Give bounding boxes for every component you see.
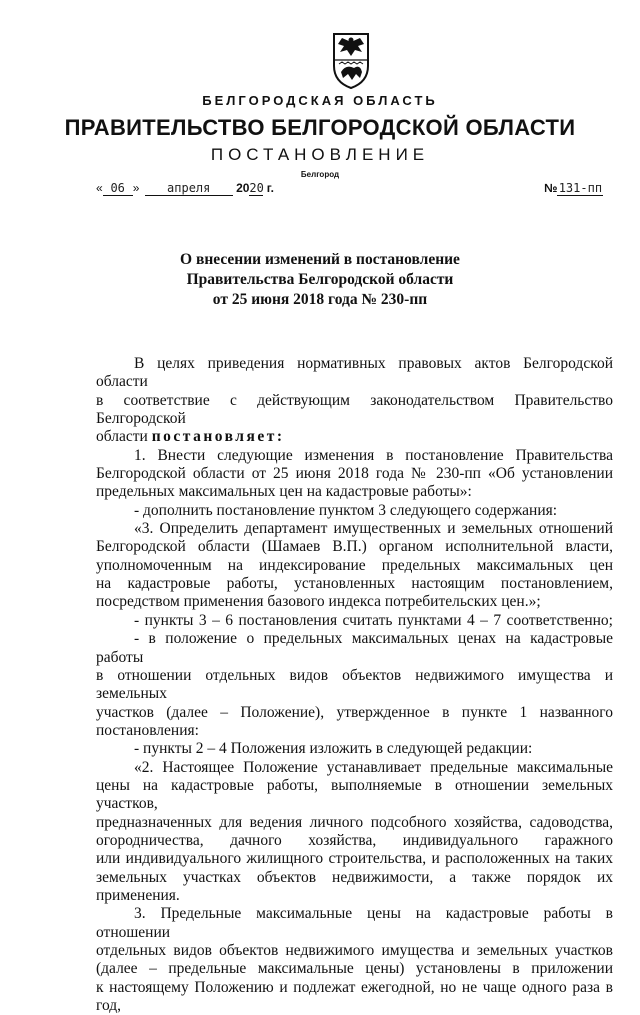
coat-of-arms-icon: [330, 28, 372, 90]
body-line: уполномоченным на индексирование предельных максимальных цен: [96, 556, 613, 574]
document-number: [544, 181, 603, 196]
body-line: участков (далее – Положение), утвержденное в пункте 1 названного: [96, 703, 613, 721]
region-title: БЕЛГОРОДСКАЯ ОБЛАСТЬ: [202, 93, 438, 108]
body-line: 3. Предельные максимальные цены на кадастровые работы в отношении: [96, 905, 613, 941]
body-line: огородничества, дачного хозяйства, индивидуального гаражного: [96, 831, 613, 849]
body-line: - в положение о предельных максимальных ценах на кадастровые работы: [96, 630, 613, 666]
date-close-quote: »: [132, 181, 140, 195]
body-line: цены на кадастровые работы, выполняемые в отношении земельных участков,: [96, 776, 613, 813]
body-line: Белгородской области (Шамаев В.П.) органом исполнительной власти,: [96, 538, 613, 556]
body-line: земельных участках объектов недвижимости, а также порядок их применения.: [96, 868, 613, 904]
resolve-word: постановляет:: [151, 428, 285, 446]
date-open-quote: «: [96, 181, 103, 195]
body-line: отдельных видов объектов недвижимого имущества и земельных участков: [96, 942, 613, 959]
number-sign: №: [544, 181, 558, 195]
title-line: Правительства Белгородской области: [186, 271, 454, 288]
title-line: от 25 июня 2018 года № 230-пп: [212, 291, 428, 308]
date-year-suffix: 20: [249, 181, 264, 195]
city-name: Белгород: [300, 170, 340, 179]
body-line: «2. Настоящее Положение устанавливает предельные максимальные: [134, 758, 613, 776]
government-title: ПРАВИТЕЛЬСТВО БЕЛГОРОДСКОЙ ОБЛАСТИ: [64, 115, 576, 140]
body-line: - пункты 3 – 6 постановления считать пунктами 4 – 7 соответственно;: [134, 611, 613, 629]
date-month: апреля: [145, 182, 233, 196]
number-value: 131-пп: [558, 181, 603, 195]
body-line: постановления:: [96, 721, 199, 739]
body-line: на кадастровые работы, установленных настоящим постановлением,: [96, 575, 613, 593]
body-line: В целях приведения нормативных правовых актов Белгородской области: [96, 355, 613, 391]
body-line: посредством применения базового индекса потребительских цен.»;: [96, 593, 541, 611]
document-date: [96, 181, 274, 196]
body-line: предназначенных для ведения личного подсобного хозяйства, садоводства,: [96, 813, 613, 831]
document-title: [0, 250, 640, 310]
date-year-unit: г.: [266, 181, 274, 195]
body-line: или индивидуального жилищного строительства, и расположенных на таких: [96, 850, 613, 868]
document-body: [96, 355, 613, 1015]
body-line: 1. Внести следующие изменения в постановление Правительства: [134, 446, 613, 464]
body-line: предельных максимальных цен на кадастровые работы»:: [96, 483, 472, 501]
body-line: в отношении отдельных видов объектов недвижимого имущества и земельных: [96, 666, 613, 703]
body-line: к настоящему Положению и подлежат ежегодной, но не чаще одного раза в год,: [96, 978, 613, 1015]
body-line: Белгородской области от 25 июня 2018 года № 230-пп «Об установлении: [96, 465, 613, 483]
body-line: «3. Определить департамент имущественных и земельных отношений: [134, 520, 613, 538]
title-line: О внесении изменений в постановление: [180, 251, 460, 268]
body-line: - дополнить постановление пунктом 3 следующего содержания:: [134, 501, 558, 519]
body-line: в соответствие с действующим законодательством Правительство Белгородской: [96, 391, 613, 428]
body-line: области постановляет:: [96, 428, 285, 446]
date-year-prefix: 20: [236, 181, 250, 195]
date-day: 06: [103, 182, 133, 196]
body-line: - пункты 2 – 4 Положения изложить в следующей редакции:: [134, 740, 533, 758]
document-type: ПОСТАНОВЛЕНИЕ: [210, 145, 430, 164]
body-line: (далее – предельные максимальные цены) установлены в приложении: [96, 960, 613, 978]
